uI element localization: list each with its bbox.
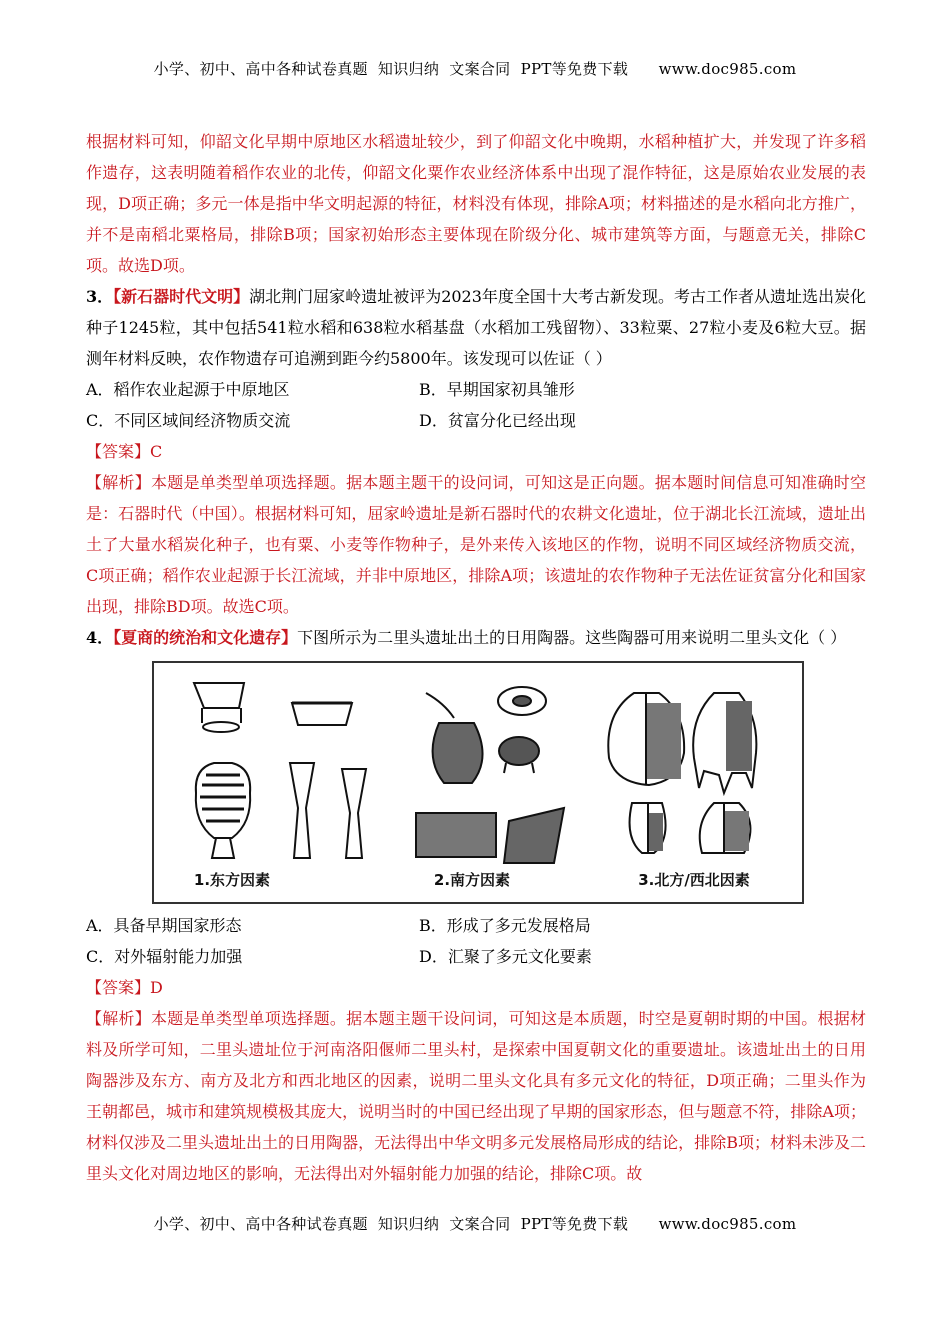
question-4-stem: 下图所示为二里头遗址出土的日用陶器。这些陶器可用来说明二里头文化（ ） <box>297 628 847 647</box>
question-3-tag: 【新石器时代文明】 <box>113 287 250 306</box>
question-4-analysis <box>86 1003 866 1189</box>
question-4-answer: 【答案】D <box>86 978 163 997</box>
previous-analysis: 根据材料可知，仰韶文化早期中原地区水稻遗址较少，到了仰韶文化中晚期，水稻种植扩大，并发现了许多稻作遗存，这表明随着稻作农业的北传，仰韶文化粟作农业经济体系中出现了混作特征，这是原始农业发展的表现，D项正确；多元一体是指中华文明起源的特征，材料没有体现，排除A项；材料描述的是水稻向北方推广，并不是南稻北粟格局，排除B项；国家初始形态主要体现在阶级分化、城市建筑等方面，与题意无关，排除C项。故选D项。 <box>86 132 866 275</box>
question-3-option-a: A．稻作农业起源于中原地区 <box>86 380 290 399</box>
question-4-option-d: D．汇聚了多元文化要素 <box>419 947 592 966</box>
page-content <box>86 126 866 1189</box>
question-4-analysis-label: 【解析】 <box>86 1009 152 1028</box>
question-4-options-row-2 <box>86 941 866 972</box>
figure-caption-east: 1.东方因素 <box>193 871 271 889</box>
question-3-option-b: B．早期国家初具雏形 <box>419 380 575 399</box>
question-4 <box>86 622 866 653</box>
question-3-analysis <box>86 467 866 622</box>
page-footer: 小学、初中、高中各种试卷真题 知识归纳 文案合同 PPT等免费下载 www.doc985.com <box>153 1215 797 1233</box>
figure-caption-south: 2.南方因素 <box>433 871 511 889</box>
question-3-answer: 【答案】C <box>86 442 163 461</box>
question-4-analysis-text: 本题是单类型单项选择题。据本题主题干设问词，可知这是本质题，时空是夏朝时期的中国。根据材料及所学可知，二里头遗址位于河南洛阳偃师二里头村，是探索中国夏朝文化的重要遗址。该遗址出土的日用陶器涉及东方、南方及北方和西北地区的因素，说明二里头文化具有多元文化的特征，D项正确；二里头作为王朝都邑，城市和建筑规模极其庞大，说明当时的中国已经出现了早期的国家形态，但与题意不符，排除A项；材料仅涉及二里头遗址出土的日用陶器，无法得出中华文明多元发展格局形成的结论，排除B项；材料未涉及二里头文化对周边地区的影响，无法得出对外辐射能力加强的结论，排除C项。故 <box>86 1009 866 1183</box>
pottery-illustration <box>154 663 802 902</box>
question-4-option-a: A．具备早期国家形态 <box>86 916 242 935</box>
question-3-number: 3． <box>86 287 114 306</box>
question-3 <box>86 281 866 374</box>
south-pottery-group <box>416 687 564 863</box>
question-4-options-row-1 <box>86 910 866 941</box>
page-header: 小学、初中、高中各种试卷真题 知识归纳 文案合同 PPT等免费下载 www.doc985.com <box>153 60 797 78</box>
question-4-tag: 【夏商的统治和文化遗存】 <box>113 628 298 647</box>
question-3-options-row-2 <box>86 405 866 436</box>
question-3-analysis-text: 本题是单类型单项选择题。据本题主题干的设问词，可知这是正向题。据本题时间信息可知准确时空是：石器时代（中国）。根据材料可知，屈家岭遗址是新石器时代的农耕文化遗址，位于湖北长江流域，遗址出土了大量水稻炭化种子，也有粟、小麦等作物种子，是外来传入该地区的作物，说明不同区域经济物质交流，C项正确；稻作农业起源于长江流域，并非中原地区，排除A项；该遗址的农作物种子无法佐证贫富分化和国家出现，排除BD项。故选C项。 <box>86 473 866 616</box>
question-4-number: 4． <box>86 628 114 647</box>
question-3-stem: 湖北荆门屈家岭遗址被评为2023年度全国十大考古新发现。考古工作者从遗址选出炭化种子1245粒，其中包括541粒水稻和638粒水稻基盘（水稻加工残留物）、33粒粟、27粒小麦及6粒大豆。据测年材料反映，农作物遗存可追溯到距今约5800年。该发现可以佐证（ ） <box>86 287 866 368</box>
pottery-figure <box>152 661 804 904</box>
question-3-options-row-1 <box>86 374 866 405</box>
question-4-option-b: B．形成了多元发展格局 <box>419 916 591 935</box>
north-pottery-group <box>608 693 756 853</box>
question-3-analysis-label: 【解析】 <box>86 473 152 492</box>
east-pottery-group <box>194 683 366 858</box>
figure-caption-north: 3.北方/西北因素 <box>638 871 750 889</box>
question-3-option-c: C．不同区域间经济物质交流 <box>86 411 291 430</box>
question-3-option-d: D．贫富分化已经出现 <box>419 411 576 430</box>
question-4-option-c: C．对外辐射能力加强 <box>86 947 243 966</box>
